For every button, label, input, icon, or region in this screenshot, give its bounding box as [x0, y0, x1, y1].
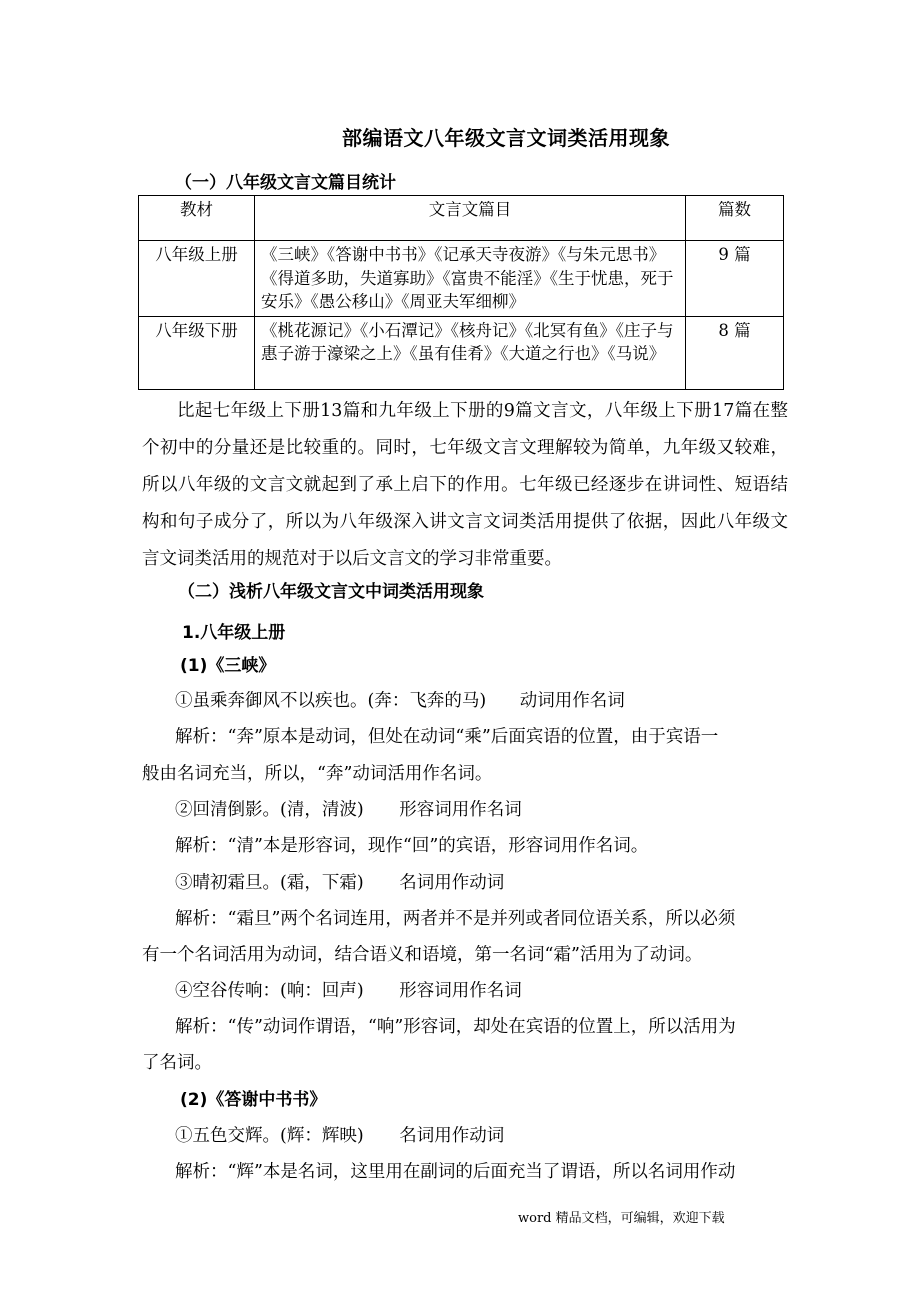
- example-text: ②回清倒影。(清，清波): [175, 800, 364, 820]
- intro-paragraph: 比起七年级上下册13篇和九年级上下册的9篇文言文，八年级上下册17篇在整个初中的分量还是比较重的。同时，七年级文言文理解较为简单，九年级又较难，所以八年级的文言文就起到了承上启下的作用。七年级已经逐步在讲词性、短语结构和句子成分了，所以为八年级深入讲文言文词类活用提供了依据，因此八年级文言文词类活用的规范对于以后文言文的学习非常重要。: [142, 401, 788, 569]
- table-header-cell: 文言文篇目: [255, 196, 686, 241]
- example-sentence: [175, 979, 522, 1003]
- table-row: [139, 316, 784, 389]
- example-text: ④空谷传响：(响：回声): [175, 981, 364, 1001]
- analysis-line: 解析：“霜旦”两个名词连用，两者并不是并列或者同位语关系，所以必须: [175, 909, 736, 929]
- table-row: [139, 241, 784, 317]
- grade-subheading: 1.八年级上册: [182, 623, 286, 643]
- section2-heading: （二）浅析八年级文言文中词类活用现象: [178, 582, 484, 602]
- table-cell-book: 八年级上册: [139, 241, 255, 317]
- analysis-line: 解析：“清”本是形容词，现作“回”的宾语，形容词用作名词。: [175, 836, 649, 856]
- analysis-line: 解析：“奔”原本是动词，但处在动词“乘”后面宾语的位置，由于宾语一: [175, 727, 719, 747]
- work-title: (2)《答谢中书书》: [180, 1090, 327, 1110]
- example-text: ①虽乘奔御风不以疾也。(奔：飞奔的马): [175, 691, 487, 711]
- example-sentence: [175, 871, 504, 895]
- example-sentence: [175, 689, 625, 713]
- analysis-line: 有一个名词活用为动词，结合语义和语境，第一名词“霜”活用为了动词。: [142, 945, 703, 965]
- example-text: ③晴初霜旦。(霜，下霜): [175, 873, 364, 893]
- page-title: 部编语文八年级文言文词类活用现象: [342, 126, 670, 150]
- usage-type: 形容词用作名词: [399, 981, 522, 1001]
- analysis-line: 解析：“传”动词作谓语，“响”形容词，却处在宾语的位置上，所以活用为: [175, 1017, 736, 1037]
- analysis-line: 解析：“辉”本是名词，这里用在副词的后面充当了谓语，所以名词用作动: [175, 1162, 736, 1182]
- table-cell-book: 八年级下册: [139, 316, 255, 389]
- analysis-line: 了名词。: [142, 1053, 212, 1073]
- example-text: ①五色交辉。(辉：辉映): [175, 1126, 364, 1146]
- table-cell-count: 8 篇: [686, 316, 784, 389]
- page-footer: word 精品文档，可编辑，欢迎下载: [518, 1211, 725, 1226]
- usage-type: 名词用作动词: [399, 873, 505, 893]
- usage-type: 动词用作名词: [519, 691, 625, 711]
- table-cell-count: 9 篇: [686, 241, 784, 317]
- section1-heading: （一）八年级文言文篇目统计: [175, 173, 396, 193]
- analysis-line: 般由名词充当，所以，“奔”动词活用作名词。: [142, 764, 493, 784]
- work-title: (1)《三峡》: [180, 656, 276, 676]
- works-table: [138, 195, 784, 390]
- table-header-cell: 篇数: [686, 196, 784, 241]
- example-sentence: [175, 798, 522, 822]
- example-sentence: [175, 1124, 504, 1148]
- usage-type: 名词用作动词: [399, 1126, 505, 1146]
- table-header-row: [139, 196, 784, 241]
- usage-type: 形容词用作名词: [399, 800, 522, 820]
- table-cell-works: 《桃花源记》《小石潭记》《核舟记》《北冥有鱼》《庄子与惠子游于濠梁之上》《虽有佳肴》《大道之行也》《马说》: [255, 316, 686, 389]
- table-header-cell: 教材: [139, 196, 255, 241]
- table-cell-works: 《三峡》《答谢中书书》《记承天寺夜游》《与朱元思书》《得道多助，失道寡助》《富贵不能淫》《生于忧患，死于安乐》《愚公移山》《周亚夫军细柳》: [255, 241, 686, 317]
